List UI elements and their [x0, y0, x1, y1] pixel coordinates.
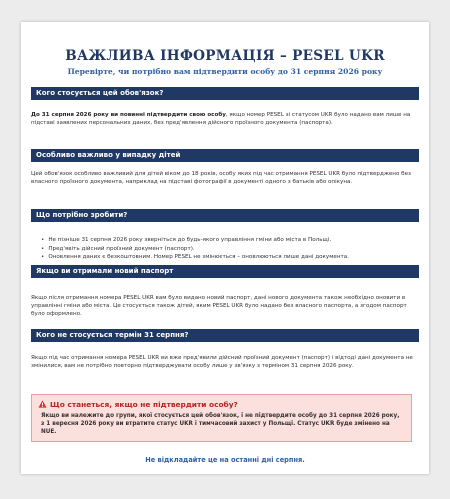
- section-text-children: Цей обов'язок особливо важливий для дітей віком до 18 років, особу яких під час отримання PESEL UKR було підтверджено без власного проїзного документа, наприклад на підставі фотографії в документі одного з батьків або опікуна.: [31, 171, 412, 186]
- section-text-not-affected: Якщо під час отримання номера PESEL UKR ви вже пред'явили дійсний проїзний документ (паспорт) і відтоді дані документа не змінилися, вам не потрібно повторно підтверджувати особу лише у зв'язку з терміном 31 серпня 2026 року.: [31, 355, 413, 370]
- section-text-new-passport: Якщо після отримання номера PESEL UKR вам було видано новий паспорт, дані нового документа також необхідно оновити в управлінні гміни або міста. Це стосується також дітей, яким PESEL UKR було надано без власного паспорта, а згодом паспорт було оформлено.: [31, 295, 407, 318]
- section-heading-what-to-do: Що потрібно зробити?: [31, 209, 419, 222]
- todo-list: [31, 236, 419, 262]
- todo-list-item: • Не пізніше 31 серпня 2026 року зверніться до будь-якого управління гміни або міста в Польщі.: [49, 236, 419, 245]
- section-text-who: [31, 111, 419, 127]
- page-title: ВАЖЛИВА ІНФОРМАЦІЯ – PESEL UKR: [65, 48, 385, 64]
- warning-box: [31, 394, 412, 442]
- document-page: [21, 22, 429, 474]
- warning-triangle-icon: [38, 400, 47, 408]
- footer-note: Не відкладайте це на останні дні серпня.: [145, 456, 305, 464]
- section-heading-new-passport: Якщо ви отримали новий паспорт: [31, 265, 419, 278]
- warning-title: [38, 400, 238, 409]
- warning-text: Якщо ви належите до групи, якої стосується цей обов'язок, і не підтвердите особу до 31 серпня 2026 року, з 1 вересня 2026 року ви втратите статус UKR і тимчасовий захист у Польщі. Статус UKR буде змінено на NUE.: [41, 413, 400, 436]
- todo-list-item: • Пред'явіть дійсний проїзний документ (паспорт).: [49, 245, 419, 254]
- section-heading-not-affected: Кого не стосується термін 31 серпня?: [31, 329, 419, 342]
- section-text-who-bold: До 31 серпня 2026 року ви повинні підтвердити свою особу: [31, 112, 226, 118]
- warning-title-text: Що станеться, якщо не підтвердити особу?: [50, 400, 238, 409]
- todo-list-item: • Оновлення даних є безкоштовним. Номер PESEL не змінюється – оновлюються лише дані документа.: [49, 253, 419, 262]
- section-text-who-rest: , якщо номер PESEL зі статусом UKR було надано вам лише на підставі заявлених персональних даних, без пред'явлення дійсного проїзного документа (паспорта).: [31, 112, 411, 127]
- section-heading-who: Кого стосується цей обов'язок?: [31, 87, 419, 100]
- section-heading-children: Особливо важливо у випадку дітей: [31, 149, 419, 162]
- page-subtitle: Перевірте, чи потрібно вам підтвердити особу до 31 серпня 2026 року: [67, 67, 383, 76]
